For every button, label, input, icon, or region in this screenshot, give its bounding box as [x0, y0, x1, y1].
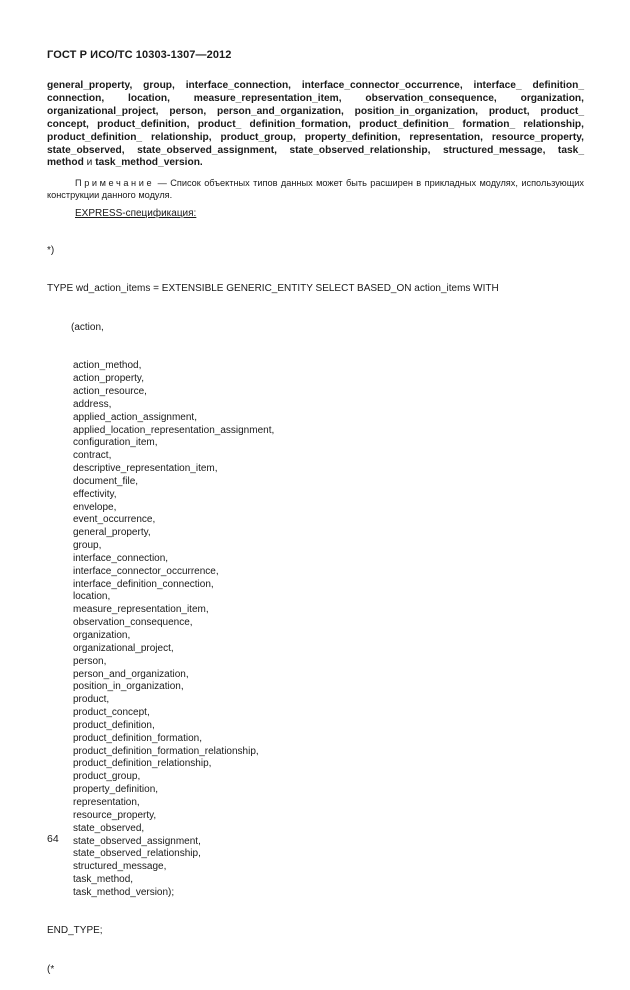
note-text: — Список объектных типов данных может быть расширен в прикладных модулях, использующих конструкции данного модуля.	[47, 178, 584, 200]
select-item: observation_consequence,	[73, 617, 193, 629]
select-item: representation,	[73, 796, 140, 808]
select-item: address,	[73, 398, 112, 410]
select-item: descriptive_representation_item,	[73, 463, 218, 475]
entity-list-end-text: task_method_version.	[95, 157, 203, 169]
select-item: document_file,	[73, 475, 139, 487]
select-item: interface_definition_connection,	[73, 578, 214, 590]
select-item: measure_representation_item,	[73, 604, 209, 616]
end-type-line: END_TYPE;	[47, 925, 103, 937]
select-item: applied_location_representation_assignment,	[73, 424, 275, 436]
select-item: task_method,	[73, 874, 134, 886]
select-item: state_observed,	[73, 822, 145, 834]
select-item: person_and_organization,	[73, 668, 189, 680]
select-item: location,	[73, 591, 111, 603]
select-item: person,	[73, 655, 107, 667]
select-item: applied_action_assignment,	[73, 411, 197, 423]
document-header: ГОСТ Р ИСО/ТС 10303-1307—2012	[47, 49, 232, 61]
select-item: organizational_project,	[73, 642, 174, 654]
select-item: product_definition_relationship,	[73, 758, 212, 770]
select-item: product_definition_formation_relationship,	[73, 745, 259, 757]
select-item: structured_message,	[73, 861, 167, 873]
express-heading: EXPRESS-спецификация:	[75, 208, 197, 219]
entity-list-paragraph	[47, 80, 584, 170]
select-item: product_concept,	[73, 707, 150, 719]
select-item: product_group,	[73, 771, 141, 783]
select-item: task_method_version);	[73, 886, 175, 898]
first-select-item: (action,	[71, 321, 104, 333]
open-comment-line: *)	[47, 244, 55, 256]
select-item: property_definition,	[73, 784, 159, 796]
select-item: event_occurrence,	[73, 514, 156, 526]
select-item: state_observed_assignment,	[73, 835, 201, 847]
close-comment-line: (*	[47, 963, 55, 975]
select-item: product,	[73, 694, 110, 706]
select-item: effectivity,	[73, 488, 117, 500]
select-item: action_property,	[73, 373, 144, 385]
select-item: organization,	[73, 630, 131, 641]
express-code-block	[47, 219, 499, 990]
select-item: interface_connection,	[73, 552, 169, 564]
select-item: interface_connector_occurrence,	[73, 565, 219, 577]
select-item: state_observed_relationship,	[73, 848, 201, 860]
select-item: action_method,	[73, 360, 142, 372]
note-label: Примечание	[75, 178, 155, 188]
select-item: resource_property,	[73, 809, 157, 821]
type-declaration-line: TYPE wd_action_items = EXTENSIBLE GENERIC_ENTITY SELECT BASED_ON action_items WITH	[47, 283, 499, 295]
entity-list-text: general_property, group, interface_connection, interface_connector_occurrence, interface_ definition_ connection, location, measure_representation_item, observation_consequence, organization, organizational_project, person, person_and_organization, position_in_organization, product, product_ concept, product_definition, product_ definition_formation, product_definition_ formation_ relationship, product_definition_ relationship, product_group, property_definition, representation, resource_property, state_observed, state_observed_assignment, state_observed_relationship, structured_message, task_ method	[47, 80, 584, 169]
select-item: general_property,	[73, 527, 151, 539]
select-item: envelope,	[73, 501, 117, 513]
select-item: configuration_item,	[73, 437, 158, 449]
select-item: product_definition_formation,	[73, 732, 202, 744]
select-item: action_resource,	[73, 385, 147, 397]
select-item: position_in_organization,	[73, 681, 184, 693]
select-item: group,	[73, 540, 102, 552]
page-number: 64	[47, 833, 59, 845]
conjunction-text: и	[86, 157, 93, 169]
note-paragraph	[47, 178, 584, 202]
select-item: contract,	[73, 450, 112, 462]
select-item: product_definition,	[73, 719, 155, 731]
